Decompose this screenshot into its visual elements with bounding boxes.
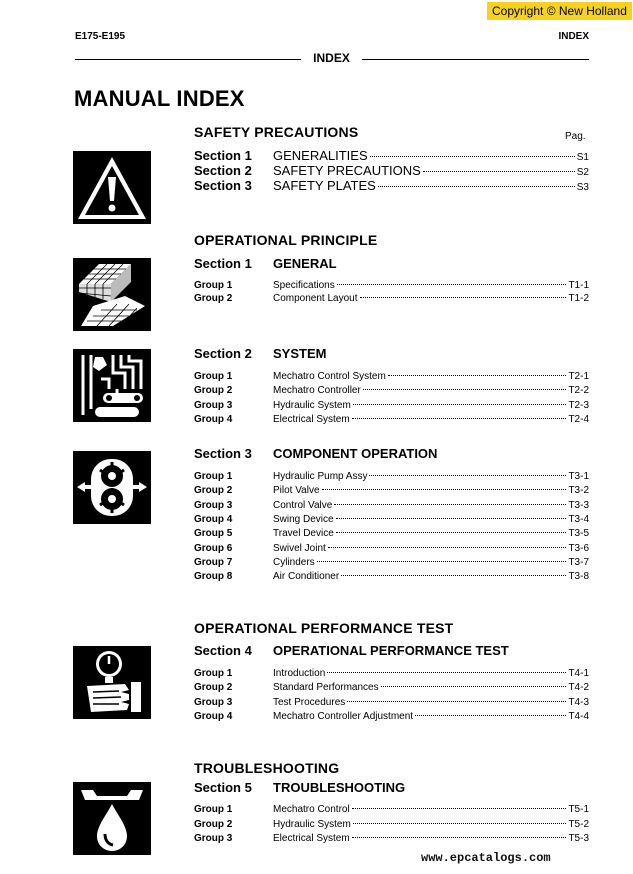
toc-row[interactable] bbox=[194, 557, 589, 571]
group-title: Swing Device bbox=[273, 514, 334, 525]
circuit-icon bbox=[73, 349, 151, 422]
dot-leader bbox=[363, 389, 567, 390]
dot-leader bbox=[352, 837, 567, 838]
group-title: Hydraulic System bbox=[273, 819, 351, 830]
page-ref: T4-2 bbox=[568, 682, 589, 693]
group-title: Mechatro Controller bbox=[273, 385, 361, 396]
dot-leader bbox=[370, 156, 575, 157]
section-title: OPERATIONAL PERFORMANCE TEST bbox=[273, 643, 509, 658]
dot-leader bbox=[336, 518, 567, 519]
dot-leader bbox=[352, 418, 567, 419]
dot-leader bbox=[415, 715, 566, 716]
group-label: Group 1 bbox=[194, 804, 233, 815]
page-ref: T3-1 bbox=[568, 471, 589, 482]
group-title: Standard Performances bbox=[273, 682, 379, 693]
group-title: Hydraulic Pump Assy bbox=[273, 471, 368, 482]
group-label: Group 1 bbox=[194, 371, 233, 382]
group-label: Group 2 bbox=[194, 819, 233, 830]
page-ref: S3 bbox=[576, 182, 589, 193]
section-label: Section 1 bbox=[194, 148, 252, 163]
group-label: Group 3 bbox=[194, 400, 233, 411]
dot-leader bbox=[423, 171, 575, 172]
group-label: Group 2 bbox=[194, 682, 233, 693]
page-ref: S1 bbox=[576, 152, 589, 163]
dot-leader bbox=[388, 375, 567, 376]
section-label: Section 2 bbox=[194, 346, 252, 361]
page-ref: T3-3 bbox=[568, 500, 589, 511]
group-label: Group 3 bbox=[194, 833, 233, 844]
toc-row[interactable] bbox=[194, 500, 589, 514]
group-label: Group 3 bbox=[194, 500, 233, 511]
section-label: Section 5 bbox=[194, 780, 252, 795]
dot-leader bbox=[328, 547, 567, 548]
group-label: Group 4 bbox=[194, 711, 233, 722]
page-ref: T2-4 bbox=[568, 414, 589, 425]
group-title: Pilot Valve bbox=[273, 485, 320, 496]
chapter-troubleshooting-title: TROUBLESHOOTING bbox=[194, 760, 340, 776]
toc-row[interactable] bbox=[194, 280, 589, 294]
section-title: SYSTEM bbox=[273, 346, 327, 361]
group-title: Component Layout bbox=[273, 293, 358, 304]
toc-row[interactable] bbox=[194, 682, 589, 696]
group-label: Group 2 bbox=[194, 485, 233, 496]
page-ref: T1-2 bbox=[568, 293, 589, 304]
page-ref: T3-8 bbox=[568, 571, 589, 582]
page-ref: T2-1 bbox=[568, 371, 589, 382]
section-title: COMPONENT OPERATION bbox=[273, 446, 438, 461]
dot-leader bbox=[352, 808, 567, 809]
page-ref: T3-5 bbox=[568, 528, 589, 539]
dot-leader bbox=[353, 404, 567, 405]
group-title: Electrical System bbox=[273, 833, 350, 844]
section-title: GENERAL bbox=[273, 256, 337, 271]
warning-icon bbox=[73, 151, 151, 224]
group-title: Mechatro Control bbox=[273, 804, 350, 815]
dot-leader bbox=[327, 672, 566, 673]
section-label: Section 1 bbox=[194, 256, 252, 271]
page-ref: S2 bbox=[576, 167, 589, 178]
group-label: Group 3 bbox=[194, 697, 233, 708]
dot-leader bbox=[341, 575, 566, 576]
page-ref: T3-6 bbox=[568, 543, 589, 554]
chapter-performance-title: OPERATIONAL PERFORMANCE TEST bbox=[194, 620, 454, 636]
toc-row[interactable] bbox=[194, 293, 589, 307]
toc-row[interactable] bbox=[194, 819, 589, 833]
group-label: Group 1 bbox=[194, 471, 233, 482]
toc-row[interactable] bbox=[194, 414, 589, 428]
toc-row[interactable] bbox=[194, 485, 589, 499]
toc-row[interactable] bbox=[194, 148, 589, 164]
group-title: Mechatro Control System bbox=[273, 371, 386, 382]
group-label: Group 2 bbox=[194, 385, 233, 396]
section-label: Section 4 bbox=[194, 643, 252, 658]
toc-row[interactable] bbox=[194, 163, 589, 179]
section-label: Section 2 bbox=[194, 163, 252, 178]
gear-pump-icon bbox=[73, 451, 151, 524]
group-label: Group 1 bbox=[194, 668, 233, 679]
page-ref: T1-1 bbox=[568, 280, 589, 291]
group-label: Group 6 bbox=[194, 543, 233, 554]
dot-leader bbox=[336, 532, 567, 533]
header-rule-right bbox=[362, 59, 589, 60]
group-label: Group 8 bbox=[194, 571, 233, 582]
dot-leader bbox=[347, 701, 566, 702]
toc-row[interactable] bbox=[194, 371, 589, 385]
group-label: Group 5 bbox=[194, 528, 233, 539]
toc-row[interactable] bbox=[194, 385, 589, 399]
section-title: TROUBLESHOOTING bbox=[273, 780, 406, 795]
chapter-operational-title: OPERATIONAL PRINCIPLE bbox=[194, 232, 378, 248]
group-title: Specifications bbox=[273, 280, 335, 291]
dot-leader bbox=[322, 489, 567, 490]
page-column-label: Pag. bbox=[565, 131, 586, 142]
page-title: MANUAL INDEX bbox=[74, 86, 245, 111]
dot-leader bbox=[381, 686, 567, 687]
group-label: Group 7 bbox=[194, 557, 233, 568]
group-label: Group 4 bbox=[194, 414, 233, 425]
page-ref: T5-3 bbox=[568, 833, 589, 844]
dot-leader bbox=[360, 297, 567, 298]
header-index-label: INDEX bbox=[558, 31, 589, 42]
toc-row[interactable] bbox=[194, 571, 589, 585]
page-ref: T2-3 bbox=[568, 400, 589, 411]
group-title: Mechatro Controller Adjustment bbox=[273, 711, 414, 722]
group-label: Group 1 bbox=[194, 280, 233, 291]
footer-watermark-url[interactable]: www.epcatalogs.com bbox=[421, 851, 551, 865]
page-ref: T4-4 bbox=[568, 711, 589, 722]
group-title: Control Valve bbox=[273, 500, 333, 511]
page-ref: T3-2 bbox=[568, 485, 589, 496]
toc-row[interactable] bbox=[194, 471, 589, 485]
dot-leader bbox=[337, 284, 567, 285]
group-title: Travel Device bbox=[273, 528, 334, 539]
oil-drop-wrench-icon bbox=[73, 782, 151, 855]
group-label: Group 4 bbox=[194, 514, 233, 525]
group-title: Introduction bbox=[273, 668, 326, 679]
section-title: SAFETY PRECAUTIONS bbox=[273, 163, 421, 178]
page-ref: T5-1 bbox=[568, 804, 589, 815]
general-cube-icon bbox=[73, 258, 151, 331]
toc-row[interactable] bbox=[194, 668, 589, 682]
group-title: Test Procedures bbox=[273, 697, 346, 708]
section-title: GENERALITIES bbox=[273, 148, 368, 163]
toc-row[interactable] bbox=[194, 711, 589, 725]
dot-leader bbox=[317, 561, 567, 562]
header-rule-left bbox=[75, 59, 301, 60]
section-label: Section 3 bbox=[194, 178, 252, 193]
toc-row[interactable] bbox=[194, 804, 589, 818]
group-title: Hydraulic System bbox=[273, 400, 351, 411]
page-ref: T4-3 bbox=[568, 697, 589, 708]
toc-row[interactable] bbox=[194, 833, 589, 847]
dot-leader bbox=[353, 823, 567, 824]
toc-row[interactable] bbox=[194, 543, 589, 557]
toc-row[interactable] bbox=[194, 178, 589, 194]
page-ref: T3-7 bbox=[568, 557, 589, 568]
dot-leader bbox=[378, 186, 575, 187]
section-title: SAFETY PLATES bbox=[273, 178, 376, 193]
page-ref: T2-2 bbox=[568, 385, 589, 396]
toc-row[interactable] bbox=[194, 528, 589, 542]
group-title: Air Conditioner bbox=[273, 571, 340, 582]
gauge-hand-icon bbox=[73, 646, 151, 719]
toc-row[interactable] bbox=[194, 514, 589, 528]
group-title: Swivel Joint bbox=[273, 543, 326, 554]
group-title: Cylinders bbox=[273, 557, 315, 568]
toc-row[interactable] bbox=[194, 697, 589, 711]
copyright-badge: Copyright © New Holland bbox=[487, 2, 632, 20]
header-center-label: INDEX bbox=[313, 51, 350, 65]
page-ref: T5-2 bbox=[568, 819, 589, 830]
section-label: Section 3 bbox=[194, 446, 252, 461]
model-label: E175-E195 bbox=[75, 31, 126, 42]
dot-leader bbox=[334, 504, 566, 505]
toc-row[interactable] bbox=[194, 400, 589, 414]
page-ref: T4-1 bbox=[568, 668, 589, 679]
group-title: Electrical System bbox=[273, 414, 350, 425]
chapter-safety-title: SAFETY PRECAUTIONS bbox=[194, 124, 359, 140]
dot-leader bbox=[369, 475, 566, 476]
group-label: Group 2 bbox=[194, 293, 233, 304]
page-ref: T3-4 bbox=[568, 514, 589, 525]
